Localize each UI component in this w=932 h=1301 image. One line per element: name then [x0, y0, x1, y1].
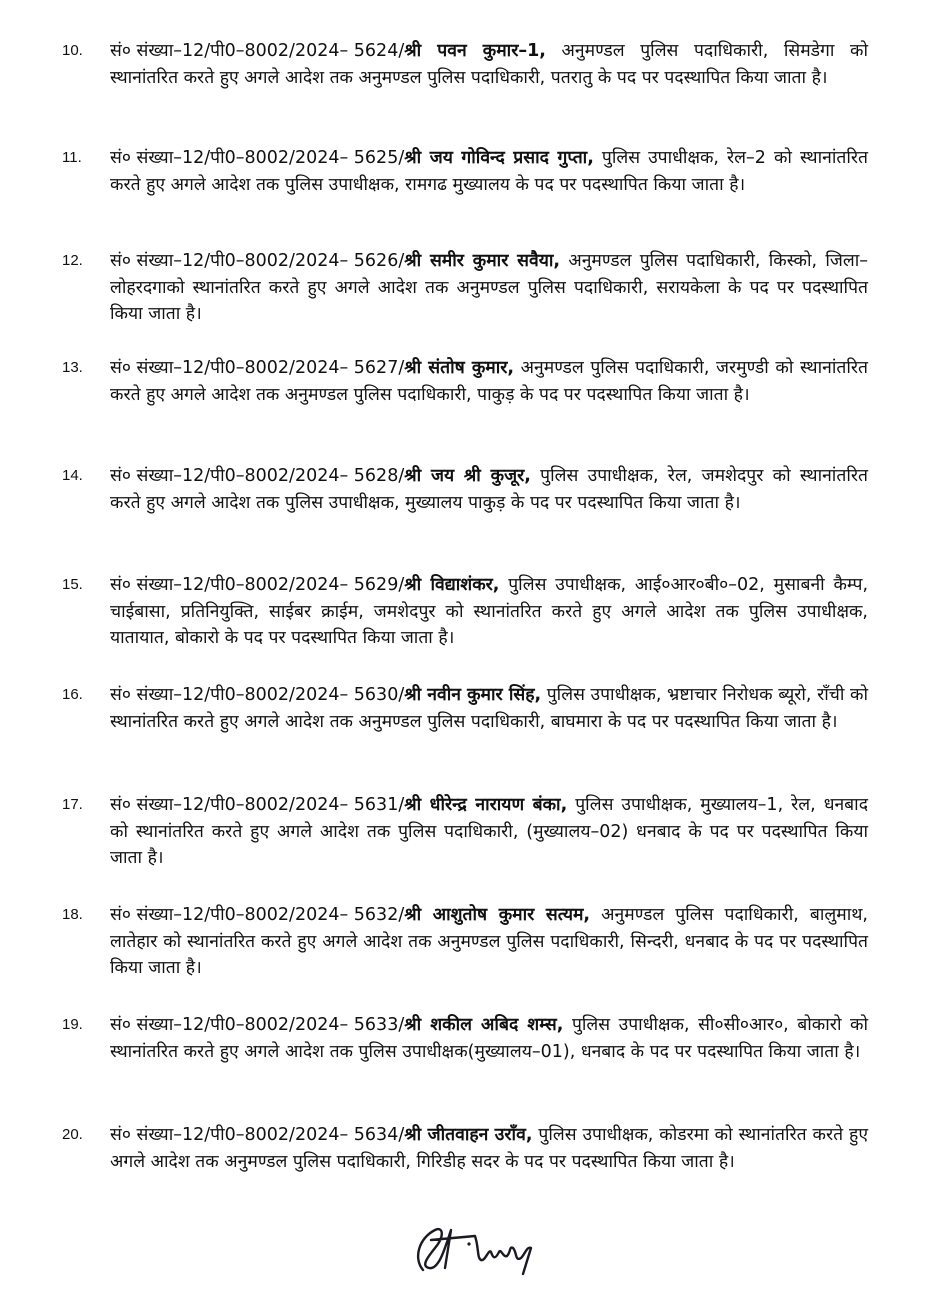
- entry-number: 17.: [62, 796, 83, 813]
- entry-number: 18.: [62, 906, 83, 923]
- entry-body: [110, 902, 868, 982]
- officer-name: श्री शकील अबिद शम्स,: [404, 1015, 564, 1035]
- entry-text: अनुमण्डल पुलिस पदाधिकारी, किस्को, जिला–लोहरदगाको स्थानांतरित करते हुए अगले आदेश तक अनुमण्डल पुलिस पदाधिकारी, सरायकेला के पद पर पदस्थापित किया जाता है।: [110, 251, 868, 324]
- order-number: सं० संख्या–12/पी0–8002/2024– 5627/: [110, 358, 405, 378]
- officer-name: श्री धीरेन्द्र नारायण बंका,: [404, 795, 568, 815]
- entry-body: [110, 38, 868, 91]
- entry-number: 14.: [62, 467, 83, 484]
- officer-name: श्री नवीन कुमार सिंह,: [404, 685, 542, 705]
- officer-name: श्री विद्याशंकर,: [404, 575, 500, 595]
- entry-number: 20.: [62, 1126, 83, 1143]
- officer-name: श्री समीर कुमार सवैया,: [404, 251, 561, 271]
- entry-body: [110, 682, 868, 735]
- entry-number: 10.: [62, 42, 83, 59]
- entry-body: [110, 1122, 868, 1175]
- entry-text: अनुमण्डल पुलिस पदाधिकारी, जरमुण्डी को स्थानांतरित करते हुए अगले आदेश तक अनुमण्डल पुलिस पदाधिकारी, पाकुड़ के पद पर पदस्थापित किया जाता है।: [110, 358, 868, 405]
- entry-number: 15.: [62, 576, 83, 593]
- entry-body: [110, 572, 868, 652]
- officer-name: श्री पवन कुमार–1,: [404, 41, 546, 61]
- order-number: सं० संख्या–12/पी0–8002/2024– 5624/: [110, 41, 405, 61]
- entry-number: 13.: [62, 359, 83, 376]
- entry-body: [110, 792, 868, 872]
- officer-name: श्री संतोष कुमार,: [404, 358, 515, 378]
- officer-name: श्री जय श्री कुजूर,: [404, 466, 531, 486]
- entry-text: पुलिस उपाधीक्षक, कोडरमा को स्थानांतरित करते हुए अगले आदेश तक अनुमण्डल पुलिस पदाधिकारी, गिरिडीह सदर के पद पर पदस्थापित किया जाता है।: [110, 1125, 868, 1172]
- entry-body: [110, 145, 868, 198]
- order-number: सं० संख्या–12/पी0–8002/2024– 5634/: [110, 1125, 405, 1145]
- entry-number: 11.: [62, 149, 82, 166]
- entry-number: 16.: [62, 686, 83, 703]
- entry-text: पुलिस उपाधीक्षक, रेल–2 को स्थानांतरित करते हुए अगले आदेश तक पुलिस उपाधीक्षक, रामगढ मुख्यालय के पद पर पदस्थापित किया जाता है।: [110, 148, 868, 195]
- entry-number: 19.: [62, 1016, 83, 1033]
- order-number: सं० संख्या–12/पी0–8002/2024– 5631/: [110, 795, 405, 815]
- officer-name: श्री जीतवाहन उराँव,: [404, 1125, 533, 1145]
- officer-name: श्री जय गोविन्द प्रसाद गुप्ता,: [404, 148, 594, 168]
- entry-body: [110, 248, 868, 328]
- order-number: सं० संख्या–12/पी0–8002/2024– 5625/: [110, 148, 405, 168]
- entry-text: पुलिस उपाधीक्षक, आई०आर०बी०–02, मुसाबनी कैम्प, चाईबासा, प्रतिनियुक्ति, साईबर क्राईम, जमशेदपुर को स्थानांतरित करते हुए अगले आदेश तक पुलिस उपाधीक्षक, यातायात, बोकारो के पद पर पदस्थापित किया जाता है।: [110, 575, 869, 648]
- entry-text: अनुमण्डल पुलिस पदाधिकारी, सिमडेगा को स्थानांतरित करते हुए अगले आदेश तक अनुमण्डल पुलिस पदाधिकारी, पतरातु के पद पर पदस्थापित किया जाता है।: [110, 41, 868, 88]
- entry-body: [110, 463, 868, 516]
- entry-text: पुलिस उपाधीक्षक, मुख्यालय–1, रेल, धनबाद को स्थानांतरित करते हुए अगले आदेश तक पुलिस पदाधिकारी, (मुख्यालय–02) धनबाद के पद पर पदस्थापित किया जाता है।: [110, 795, 868, 868]
- entry-text: पुलिस उपाधीक्षक, भ्रष्टाचार निरोधक ब्यूरो, राँची को स्थानांतरित करते हुए अगले आदेश तक अनुमण्डल पुलिस पदाधिकारी, बाघमारा के पद पर पदस्थापित किया जाता है।: [110, 685, 868, 732]
- order-number: सं० संख्या–12/पी0–8002/2024– 5632/: [110, 905, 405, 925]
- entry-body: [110, 1012, 868, 1065]
- order-number: सं० संख्या–12/पी0–8002/2024– 5628/: [110, 466, 405, 486]
- entry-body: [110, 355, 868, 408]
- officer-name: श्री आशुतोष कुमार सत्यम,: [404, 905, 591, 925]
- order-number: सं० संख्या–12/पी0–8002/2024– 5629/: [110, 575, 405, 595]
- entry-text: अनुमण्डल पुलिस पदाधिकारी, बालुमाथ, लातेहार को स्थानांतरित करते हुए अगले आदेश तक अनुमण्डल पुलिस पदाधिकारी, सिन्दरी, धनबाद के पद पर पदस्थापित किया जाता है।: [110, 905, 868, 978]
- order-number: सं० संख्या–12/पी0–8002/2024– 5630/: [110, 685, 405, 705]
- entry-number: 12.: [62, 252, 83, 269]
- signature: [405, 1218, 545, 1278]
- entry-text: पुलिस उपाधीक्षक, रेल, जमशेदपुर को स्थानांतरित करते हुए अगले आदेश तक पुलिस उपाधीक्षक, मुख्यालय पाकुड़ के पद पर पदस्थापित किया जाता है।: [110, 466, 868, 513]
- order-number: सं० संख्या–12/पी0–8002/2024– 5633/: [110, 1015, 405, 1035]
- order-number: सं० संख्या–12/पी0–8002/2024– 5626/: [110, 251, 405, 271]
- entry-text: पुलिस उपाधीक्षक, सी०सी०आर०, बोकारो को स्थानांतरित करते हुए अगले आदेश तक पुलिस उपाधीक्षक(मुख्यालय–01), धनबाद के पद पर पदस्थापित किया जाता है।: [110, 1015, 868, 1062]
